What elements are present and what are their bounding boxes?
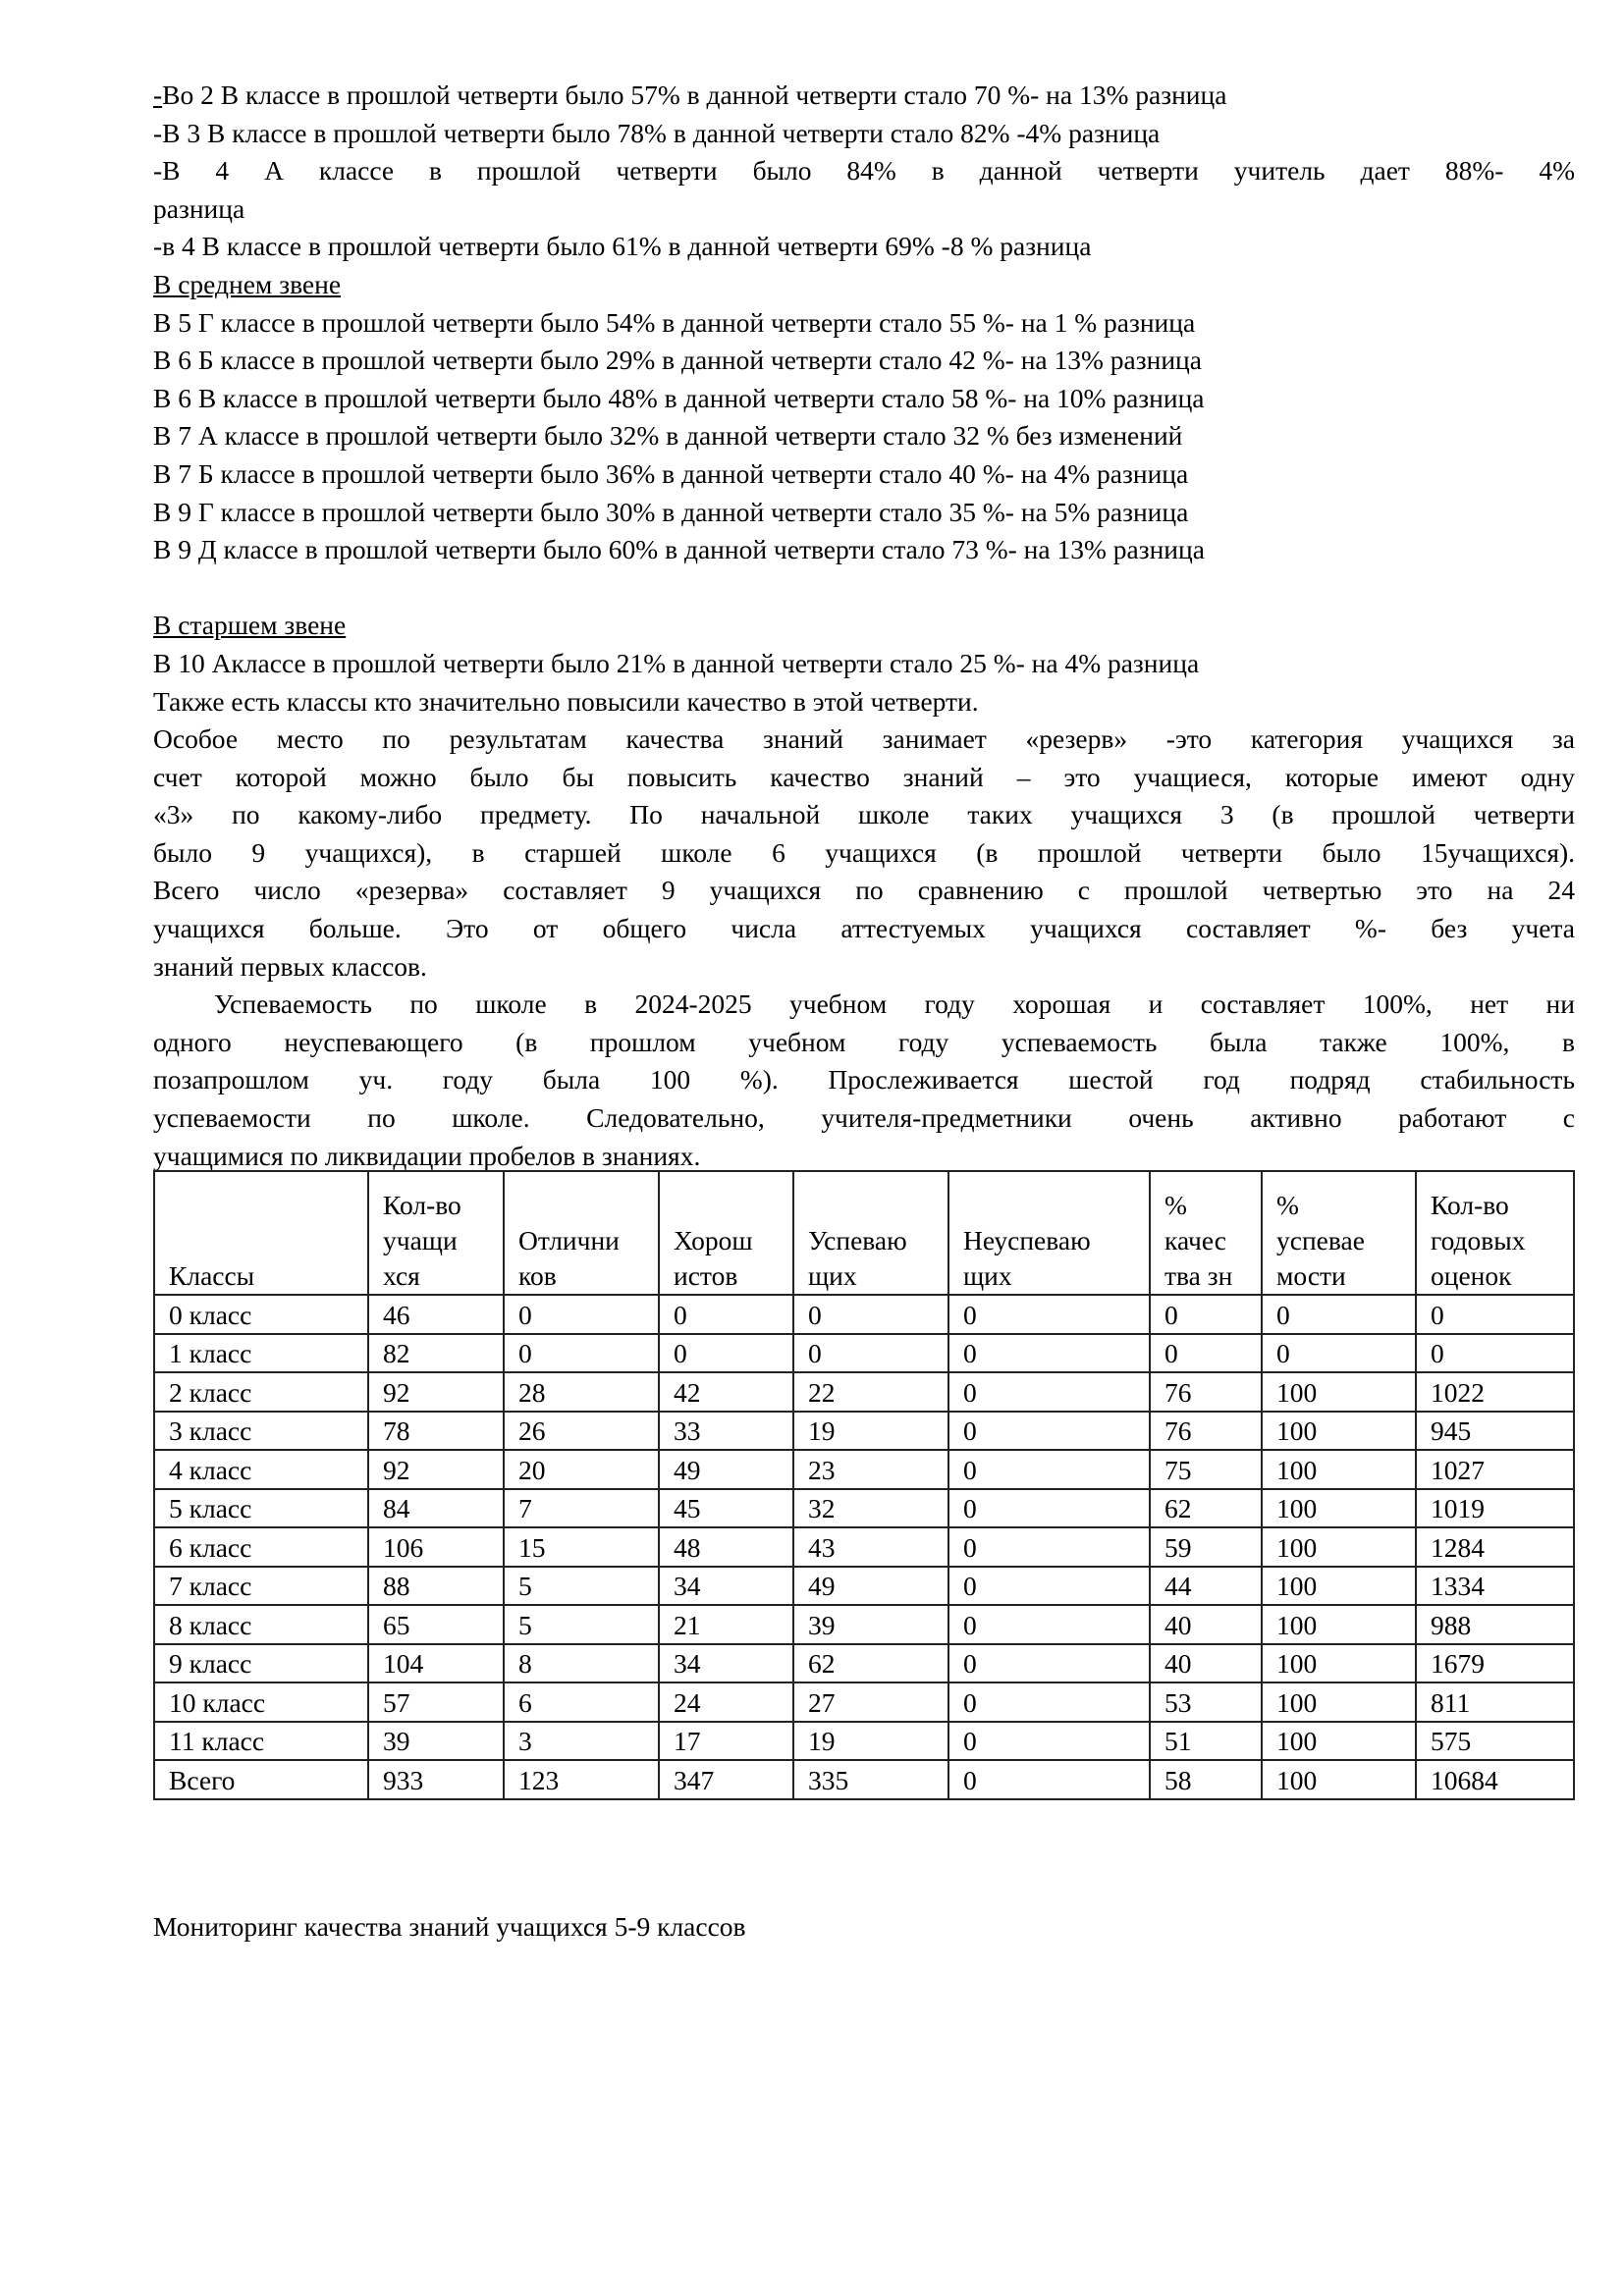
column-header xyxy=(1416,1171,1574,1295)
table-total-row xyxy=(154,1760,1574,1799)
table-cell: 1679 xyxy=(1416,1644,1574,1683)
middle-school-line: В 7 Б классе в прошлой четверти было 36% в данной четверти стало 40 %- на 4% разница xyxy=(153,457,1189,489)
table-cell: 6 xyxy=(504,1682,659,1722)
table-cell: 0 xyxy=(948,1527,1150,1567)
table-cell: 1284 xyxy=(1416,1527,1574,1567)
table-row xyxy=(154,1489,1574,1528)
table-cell: 34 xyxy=(659,1567,793,1606)
monitoring-section-title: Мониторинг качества знаний учащихся 5-9 классов xyxy=(153,1911,746,1942)
column-header-text: успевае xyxy=(1276,1225,1365,1255)
progress-paragraph xyxy=(153,986,1575,1175)
class-statistics-table xyxy=(153,1170,1575,1800)
table-cell: 92 xyxy=(368,1450,504,1489)
table-row xyxy=(154,1644,1574,1683)
table-cell: 335 xyxy=(793,1760,948,1799)
table-cell: 0 xyxy=(948,1372,1150,1412)
table-cell: 0 xyxy=(1262,1334,1416,1373)
table-cell: 17 xyxy=(659,1722,793,1761)
column-header xyxy=(948,1171,1150,1295)
table-cell: 100 xyxy=(1262,1372,1416,1412)
table-cell: 0 xyxy=(948,1450,1150,1489)
blank-line xyxy=(153,569,1575,608)
table-cell: 53 xyxy=(1150,1682,1262,1722)
column-header-text: Классы xyxy=(169,1260,255,1291)
column-header-text: % xyxy=(1276,1190,1299,1220)
paragraph-line: счет которой можно было бы повысить качество знаний – это учащиеся, которые имеют одну xyxy=(153,761,1575,792)
table-cell: 24 xyxy=(659,1682,793,1722)
table-row xyxy=(154,1722,1574,1761)
table-cell: 0 xyxy=(948,1295,1150,1334)
table-cell: 100 xyxy=(1262,1567,1416,1606)
table-cell: 88 xyxy=(368,1567,504,1606)
table-row xyxy=(154,1412,1574,1451)
middle-school-line: В 9 Г классе в прошлой четверти было 30% в данной четверти стало 35 %- на 5% разница xyxy=(153,496,1189,527)
table-cell: 0 xyxy=(1416,1334,1574,1373)
table-cell: 10684 xyxy=(1416,1760,1574,1799)
table-cell: 39 xyxy=(793,1605,948,1644)
table-cell: 100 xyxy=(1262,1605,1416,1644)
class-name-cell: 4 класс xyxy=(154,1450,368,1489)
table-cell: 51 xyxy=(1150,1722,1262,1761)
column-header-text: качес xyxy=(1164,1225,1226,1255)
table-cell: 0 xyxy=(948,1682,1150,1722)
table-cell: 1334 xyxy=(1416,1567,1574,1606)
column-header xyxy=(368,1171,504,1295)
table-row xyxy=(154,1567,1574,1606)
table-cell: 58 xyxy=(1150,1760,1262,1799)
paragraph-line: успеваемости по школе. Следовательно, учителя-предметники очень активно работают с xyxy=(153,1102,1575,1134)
column-header-text: ков xyxy=(518,1260,557,1291)
table-cell: 5 xyxy=(504,1567,659,1606)
table-cell: 811 xyxy=(1416,1682,1574,1722)
table-row xyxy=(154,1334,1574,1373)
table-cell: 0 xyxy=(504,1334,659,1373)
class-name-cell: 1 класс xyxy=(154,1334,368,1373)
table-cell: 0 xyxy=(948,1489,1150,1528)
table-cell: 75 xyxy=(1150,1450,1262,1489)
table-cell: 40 xyxy=(1150,1605,1262,1644)
reserve-paragraph xyxy=(153,721,1575,986)
table-cell: 933 xyxy=(368,1760,504,1799)
table-cell: 0 xyxy=(948,1567,1150,1606)
column-header xyxy=(793,1171,948,1295)
primary-line: -в 4 В классе в прошлой четверти было 61% в данной четверти 69% -8 % разница xyxy=(153,231,1092,262)
table-cell: 106 xyxy=(368,1527,504,1567)
paragraph-line: учащихся больше. Это от общего числа аттестуемых учащихся составляет %- без учета xyxy=(153,913,1575,944)
table-cell: 23 xyxy=(793,1450,948,1489)
column-header-text: Успеваю xyxy=(808,1225,907,1255)
table-cell: 15 xyxy=(504,1527,659,1567)
column-header-text: оценок xyxy=(1431,1260,1512,1291)
column-header-text: щих xyxy=(808,1260,857,1291)
table-cell: 21 xyxy=(659,1605,793,1644)
table-cell: 100 xyxy=(1262,1527,1416,1567)
table-cell: 0 xyxy=(793,1295,948,1334)
table-cell: 100 xyxy=(1262,1760,1416,1799)
table-cell: 0 xyxy=(504,1295,659,1334)
table-cell: 28 xyxy=(504,1372,659,1412)
class-name-cell: 5 класс xyxy=(154,1489,368,1528)
table-body xyxy=(154,1295,1574,1799)
column-header-text: тва зн xyxy=(1164,1260,1233,1291)
table-cell: 78 xyxy=(368,1412,504,1451)
middle-school-line: В 7 А классе в прошлой четверти было 32% в данной четверти стало 32 % без изменений xyxy=(153,420,1183,452)
table-cell: 100 xyxy=(1262,1489,1416,1528)
column-header-text: годовых xyxy=(1431,1225,1526,1255)
table-cell: 0 xyxy=(1416,1295,1574,1334)
table-cell: 45 xyxy=(659,1489,793,1528)
paragraph-line: «3» по какому-либо предмету. По начальной школе таких учащихся 3 (в прошлой четверти xyxy=(153,799,1575,830)
table-header-row xyxy=(154,1171,1574,1295)
middle-school-line: В 9 Д классе в прошлой четверти было 60% в данной четверти стало 73 %- на 13% разница xyxy=(153,534,1205,565)
table-cell: 48 xyxy=(659,1527,793,1567)
table-cell: 39 xyxy=(368,1722,504,1761)
table-cell: 0 xyxy=(948,1605,1150,1644)
table-cell: 19 xyxy=(793,1722,948,1761)
column-header xyxy=(1150,1171,1262,1295)
table-cell: 76 xyxy=(1150,1412,1262,1451)
class-name-cell: 3 класс xyxy=(154,1412,368,1451)
class-name-cell: Всего xyxy=(154,1760,368,1799)
table-cell: 62 xyxy=(1150,1489,1262,1528)
table-cell: 44 xyxy=(1150,1567,1262,1606)
table-cell: 1022 xyxy=(1416,1372,1574,1412)
table-cell: 20 xyxy=(504,1450,659,1489)
middle-school-line: В 5 Г классе в прошлой четверти было 54% в данной четверти стало 55 %- на 1 % разница xyxy=(153,306,1196,338)
class-name-cell: 6 класс xyxy=(154,1527,368,1567)
table-row xyxy=(154,1605,1574,1644)
class-name-cell: 11 класс xyxy=(154,1722,368,1761)
table-cell: 100 xyxy=(1262,1412,1416,1451)
middle-school-heading: В среднем звене xyxy=(153,268,342,299)
class-name-cell: 10 класс xyxy=(154,1682,368,1722)
senior-school-line: В 10 Аклассе в прошлой четверти было 21% в данной четверти стало 25 %- на 4% разница xyxy=(153,647,1200,678)
column-header-text: Кол-во xyxy=(383,1190,461,1220)
table-cell: 945 xyxy=(1416,1412,1574,1451)
column-header-text: щих xyxy=(963,1260,1012,1291)
table-cell: 100 xyxy=(1262,1644,1416,1683)
table-cell: 1027 xyxy=(1416,1450,1574,1489)
paragraph-line: позапрошлом уч. году была 100 %). Прослеживается шестой год подряд стабильность xyxy=(153,1064,1575,1095)
table-cell: 100 xyxy=(1262,1722,1416,1761)
table-cell: 0 xyxy=(948,1334,1150,1373)
table-cell: 22 xyxy=(793,1372,948,1412)
table-row xyxy=(154,1372,1574,1412)
class-name-cell: 0 класс xyxy=(154,1295,368,1334)
table-cell: 347 xyxy=(659,1760,793,1799)
table-cell: 40 xyxy=(1150,1644,1262,1683)
table-cell: 92 xyxy=(368,1372,504,1412)
table-cell: 26 xyxy=(504,1412,659,1451)
column-header-text: мости xyxy=(1276,1260,1346,1291)
table-cell: 43 xyxy=(793,1527,948,1567)
class-name-cell: 9 класс xyxy=(154,1644,368,1683)
column-header-text: учащи xyxy=(383,1225,458,1255)
paragraph-line: Успеваемость по школе в 2024-2025 учебном году хорошая и составляет 100%, нет ни xyxy=(214,988,1575,1020)
table-row xyxy=(154,1450,1574,1489)
class-name-cell: 2 класс xyxy=(154,1372,368,1412)
table-cell: 0 xyxy=(948,1722,1150,1761)
table-cell: 8 xyxy=(504,1644,659,1683)
table-cell: 5 xyxy=(504,1605,659,1644)
table-cell: 57 xyxy=(368,1682,504,1722)
table-row xyxy=(154,1295,1574,1334)
table-cell: 123 xyxy=(504,1760,659,1799)
table-cell: 76 xyxy=(1150,1372,1262,1412)
table-cell: 0 xyxy=(793,1334,948,1373)
column-header xyxy=(659,1171,793,1295)
table-cell: 59 xyxy=(1150,1527,1262,1567)
table-cell: 19 xyxy=(793,1412,948,1451)
class-name-cell: 7 класс xyxy=(154,1567,368,1606)
primary-line: -Во 2 В классе в прошлой четверти было 57% в данной четверти стало 70 %- на 13% разница xyxy=(153,80,1227,110)
table-cell: 82 xyxy=(368,1334,504,1373)
table-cell: 100 xyxy=(1262,1682,1416,1722)
table-cell: 34 xyxy=(659,1644,793,1683)
underlined-dash: - xyxy=(153,80,163,110)
primary-line: разница xyxy=(153,192,245,224)
table-cell: 1019 xyxy=(1416,1489,1574,1528)
column-header-text: Кол-во xyxy=(1431,1190,1509,1220)
table-cell: 0 xyxy=(1150,1334,1262,1373)
table-cell: 32 xyxy=(793,1489,948,1528)
document-page xyxy=(153,77,1575,1175)
table-cell: 46 xyxy=(368,1295,504,1334)
primary-line: -В 4 А классе в прошлой четверти было 84% в данной четверти учитель дает 88%- 4% xyxy=(153,155,1575,187)
table-cell: 0 xyxy=(1262,1295,1416,1334)
table-cell: 0 xyxy=(948,1760,1150,1799)
table-row xyxy=(154,1682,1574,1722)
middle-school-line: В 6 Б классе в прошлой четверти было 29% в данной четверти стало 42 %- на 13% разница xyxy=(153,345,1202,376)
middle-school-line: В 6 В классе в прошлой четверти было 48% в данной четверти стало 58 %- на 10% разница xyxy=(153,382,1205,413)
senior-school-heading: В старшем звене xyxy=(153,610,347,641)
column-header xyxy=(1262,1171,1416,1295)
senior-school-line: Также есть классы кто значительно повысили качество в этой четверти. xyxy=(153,685,979,717)
paragraph-line: одного неуспевающего (в прошлом учебном году успеваемость была также 100%, в xyxy=(153,1026,1575,1057)
table-cell: 0 xyxy=(1150,1295,1262,1334)
table-cell: 62 xyxy=(793,1644,948,1683)
table-cell: 49 xyxy=(659,1450,793,1489)
table-cell: 104 xyxy=(368,1644,504,1683)
table-cell: 27 xyxy=(793,1682,948,1722)
table-cell: 100 xyxy=(1262,1450,1416,1489)
table-cell: 65 xyxy=(368,1605,504,1644)
column-header xyxy=(504,1171,659,1295)
paragraph-line: знаний первых классов. xyxy=(153,950,427,982)
table-cell: 0 xyxy=(659,1334,793,1373)
table-cell: 0 xyxy=(948,1644,1150,1683)
class-name-cell: 8 класс xyxy=(154,1605,368,1644)
column-header-text: Хорош xyxy=(674,1225,753,1255)
table-cell: 3 xyxy=(504,1722,659,1761)
table-cell: 42 xyxy=(659,1372,793,1412)
column-header-text: хся xyxy=(383,1260,420,1291)
paragraph-line: учащимися по ликвидации пробелов в знаниях. xyxy=(153,1140,701,1171)
paragraph-line: было 9 учащихся), в старшей школе 6 учащихся (в прошлой четверти было 15учащихся). xyxy=(153,836,1575,868)
table-cell: 7 xyxy=(504,1489,659,1528)
paragraph-line: Всего число «резерва» составляет 9 учащихся по сравнению с прошлой четвертью это на 24 xyxy=(153,875,1575,906)
table-row xyxy=(154,1527,1574,1567)
column-header xyxy=(154,1171,368,1295)
column-header-text: Неуспеваю xyxy=(963,1225,1091,1255)
table-cell: 49 xyxy=(793,1567,948,1606)
column-header-text: % xyxy=(1164,1190,1187,1220)
table-cell: 33 xyxy=(659,1412,793,1451)
table-cell: 0 xyxy=(948,1412,1150,1451)
paragraph-line: Особое место по результатам качества знаний занимает «резерв» -это категория учащихся за xyxy=(153,723,1575,755)
column-header-text: Отлични xyxy=(518,1225,620,1255)
table-cell: 0 xyxy=(659,1295,793,1334)
table-cell: 575 xyxy=(1416,1722,1574,1761)
table-cell: 84 xyxy=(368,1489,504,1528)
primary-line: -В 3 В классе в прошлой четверти было 78% в данной четверти стало 82% -4% разница xyxy=(153,117,1161,148)
table-cell: 988 xyxy=(1416,1605,1574,1644)
column-header-text: истов xyxy=(674,1260,738,1291)
